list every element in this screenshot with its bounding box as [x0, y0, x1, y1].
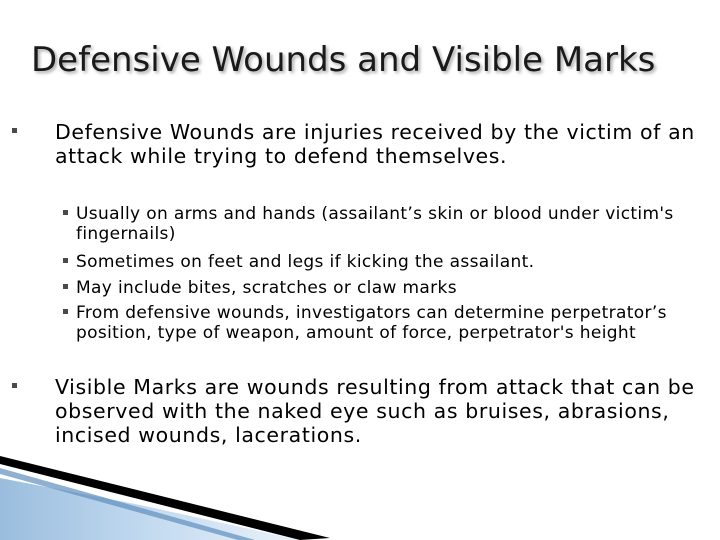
bullet-point-visible-marks — [55, 375, 695, 447]
sub-bullet-text: Usually on arms and hands (assailant’s skin or blood under victim's fingernails) — [76, 204, 674, 244]
square-bullet-icon — [12, 128, 17, 133]
sub-bullet-bites — [76, 278, 696, 298]
square-bullet-icon — [63, 258, 68, 263]
bullet-text: Visible Marks are wounds resulting from attack that can be observed with the naked eye such as bruises, abrasions, incised wounds, lacerations. — [55, 375, 695, 447]
sub-bullet-text: May include bites, scratches or claw marks — [76, 278, 457, 298]
square-bullet-icon — [63, 284, 68, 289]
square-bullet-icon — [63, 210, 68, 215]
sub-bullet-text: Sometimes on feet and legs if kicking the assailant. — [76, 252, 535, 272]
swoosh-light-band — [0, 478, 300, 540]
sub-bullet-arms-hands — [76, 204, 696, 244]
sub-bullet-text: From defensive wounds, investigators can determine perpetrator’s position, type of weapon, amount of force, perpetrator's height — [76, 303, 667, 343]
decorative-swoosh-graphic — [0, 450, 720, 540]
square-bullet-icon — [63, 309, 68, 314]
sub-bullet-investigators — [76, 303, 696, 343]
square-bullet-icon — [12, 383, 17, 388]
slide-title: Defensive Wounds and Visible Marks — [31, 40, 656, 80]
bullet-text: Defensive Wounds are injuries received by the victim of an attack while trying to defend themselves. — [55, 120, 695, 168]
bullet-point-defensive-wounds — [55, 120, 695, 168]
sub-bullet-feet-legs — [76, 252, 696, 272]
